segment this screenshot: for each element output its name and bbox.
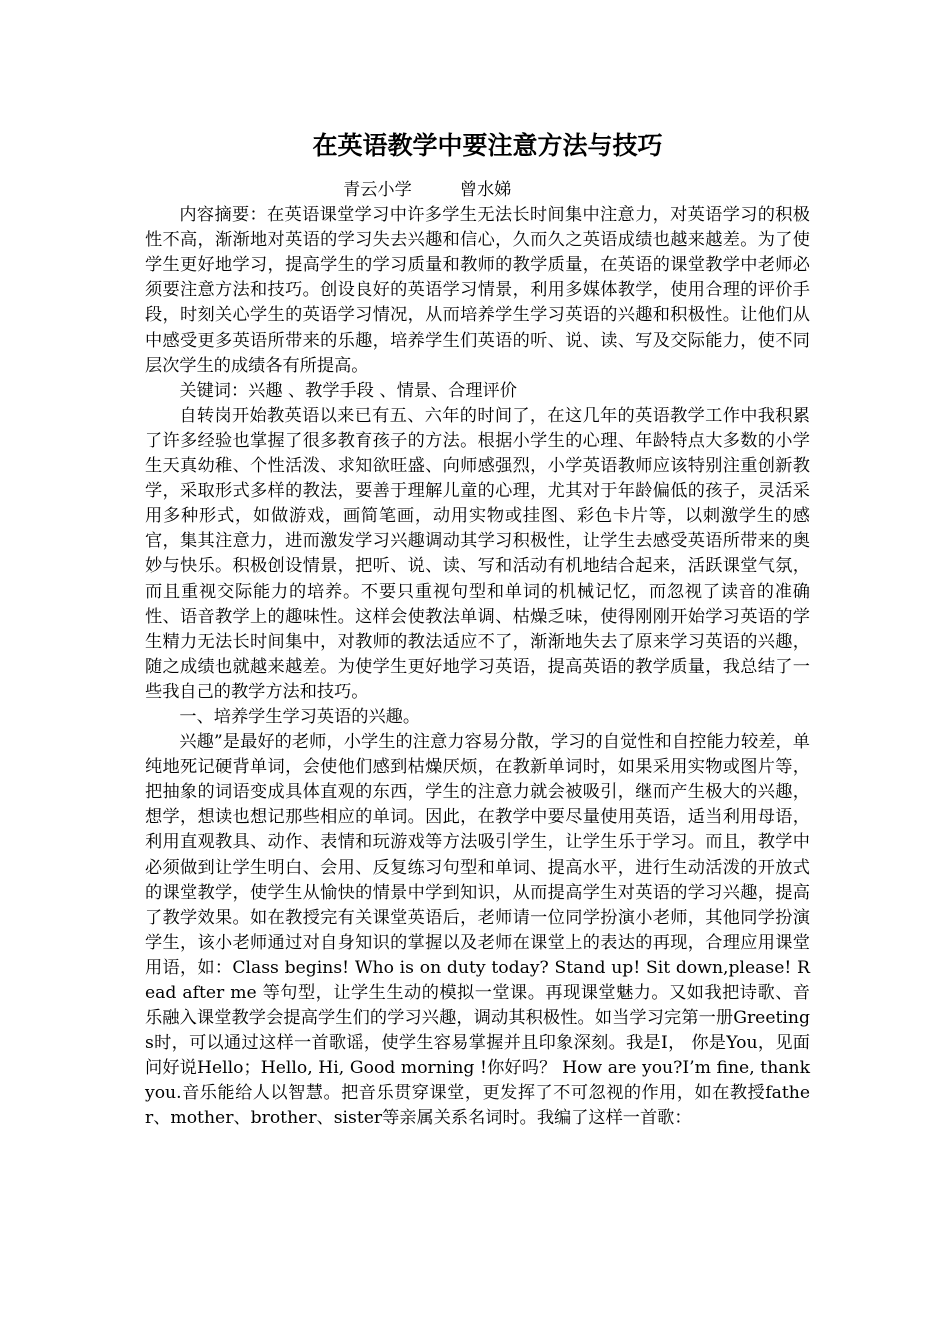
school-name: 青云小学 (343, 180, 412, 200)
section-body-paragraph: 兴趣”是最好的老师，小学生的注意力容易分散，学习的自觉性和自控能力较差，单纯地死记硬背单词，会使他们感到枯燥厌烦，在教新单词时，如果采用实物或图片等，把抽象的词语变成具体直观的东西，学生的注意力就会被吸引，继而产生极大的兴趣，想学，想读也想记那些相应的单词。因此，在教学中要尽量使用英语，适当利用母语，利用直观教具、动作、表情和玩游戏等方法吸引学生，让学生乐于学习。而且，教学中必须做到让学生明白、会用、反复练习句型和单词、提高水平，进行生动活泼的开放式的课堂教学，使学生从愉快的情景中学到知识，从而提高学生对英语的学习兴趣，提高了教学效果。如在教授完有关课堂英语后，老师请一位同学扮演小老师，其他同学扮演学生，该小老师通过对自身知识的掌握以及老师在课堂上的表达的再现，合理应用课堂用语，如：Class begins! Who is on duty today? Stand up! Sit down,please! Read after me 等句型，让学生生动的模拟一堂课。再现课堂魅力。又如我把诗歌、音乐融入课堂教学会提高学生们的学习兴趣，调动其积极性。如当学习完第一册Greetings时，可以通过这样一首歌谣，使学生容易掌握并且印象深刻。我是I， 你是You，见面问好说Hello；Hello, Hi, Good morning !你好吗？ How are you?I’m fine, thank you.音乐能给人以智慧。把音乐贯穿课堂，更发挥了不可忽视的作用，如在教授father、mother、brother、sister等亲属关系名词时。我编了这样一首歌： (145, 732, 810, 1129)
document-page (145, 128, 810, 1132)
keywords-paragraph: 关键词：兴趣 、教学手段 、情景、合理评价 (179, 380, 517, 401)
section-heading: 一、培养学生学习英语的兴趣。 (179, 706, 421, 727)
document-title: 在英语教学中要注意方法与技巧 (312, 131, 663, 160)
byline (145, 178, 810, 203)
intro-paragraph: 自转岗开始教英语以来已有五、六年的时间了，在这几年的英语教学工作中我积累了许多经验也掌握了很多教育孩子的方法。根据小学生的心理、年龄特点大多数的小学生天真幼稚、个性活泼、求知欲旺盛、向师感强烈，小学英语教师应该特别注重创新教学，采取形式多样的教法，要善于理解儿童的心理，尤其对于年龄偏低的孩子，灵活采用多种形式，如做游戏，画简笔画，动用实物或挂图、彩色卡片等，以刺激学生的感官，集其注意力，进而激发学习兴趣调动其学习积极性，让学生去感受英语所带来的奥妙与快乐。积极创设情景，把听、说、读、写和活动有机地结合起来，活跃课堂气氛，而且重视交际能力的培养。不要只重视句型和单词的机械记忆，而忽视了读音的准确性、语音教学上的趣味性。这样会使教法单调、枯燥乏味，使得刚刚开始学习英语的学生精力无法长时间集中，对教师的教法适应不了，渐渐地失去了原来学习英语的兴趣，随之成绩也就越来越差。为使学生更好地学习英语，提高英语的教学质量，我总结了一些我自己的教学方法和技巧。 (145, 405, 810, 702)
abstract-paragraph: 内容摘要：在英语课堂学习中许多学生无法长时间集中注意力，对英语学习的积极性不高，渐渐地对英语的学习失去兴趣和信心，久而久之英语成绩也越来越差。为了使学生更好地学习，提高学生的学习质量和教师的教学质量，在英语的课堂教学中老师必须要注意方法和技巧。创设良好的英语学习情景，利用多媒体教学，使用合理的评价手段，时刻关心学生的英语学习情况，从而培养学生学习英语的兴趣和积极性。让他们从中感受更多英语所带来的乐趣，培养学生们英语的听、说、读、写及交际能力，使不同层次学生的成绩各有所提高。 (145, 205, 810, 376)
author-name: 曾水娣 (459, 180, 512, 200)
